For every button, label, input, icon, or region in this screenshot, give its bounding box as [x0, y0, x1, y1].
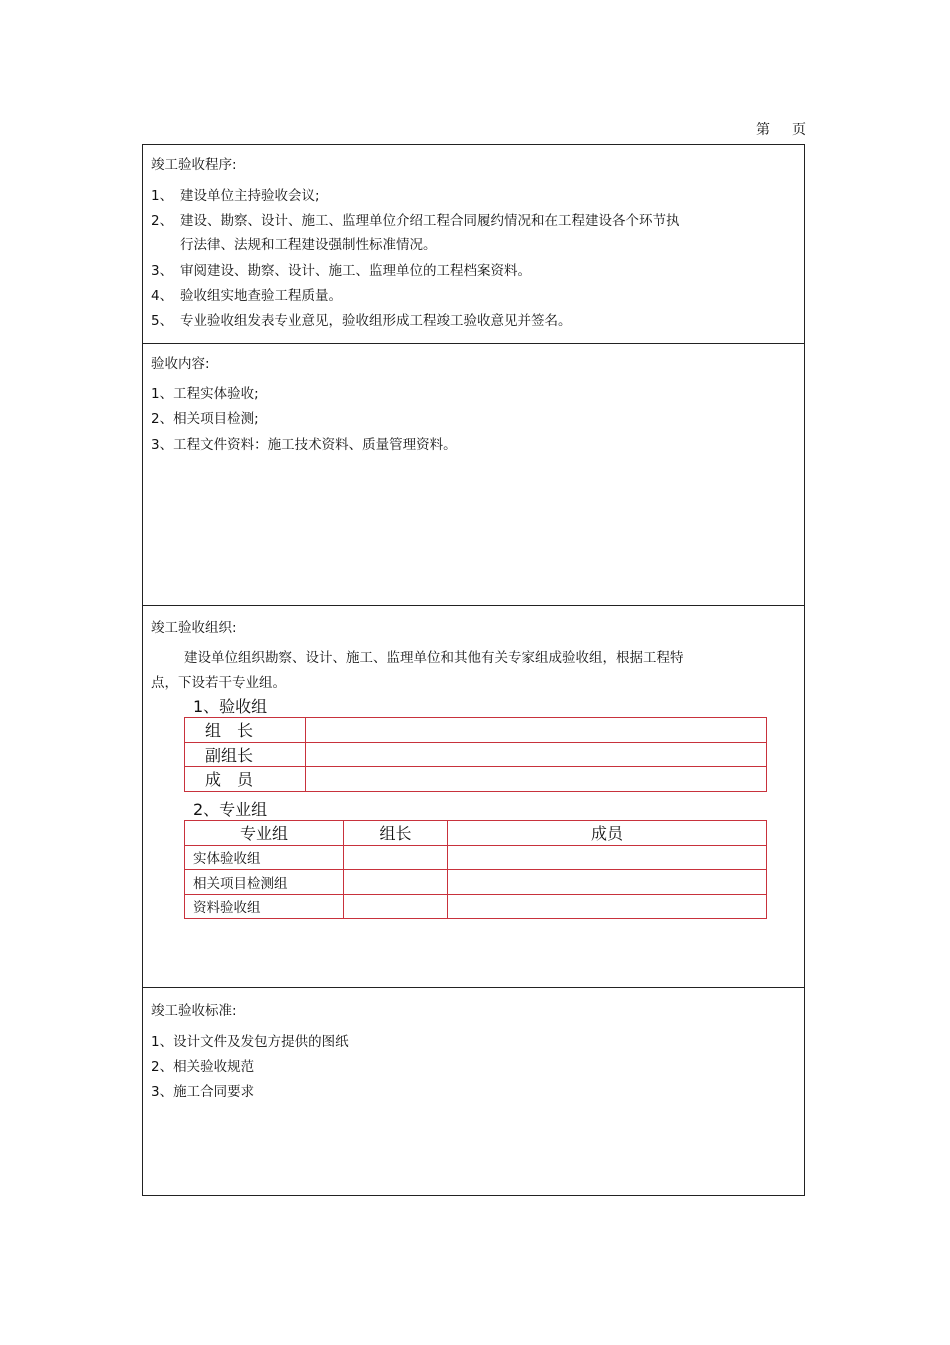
specialty-name-cell: 资料验收组: [185, 894, 344, 919]
acceptance-group-table: [184, 717, 767, 792]
members-value[interactable]: [306, 767, 767, 792]
specialty-members-cell[interactable]: [448, 845, 767, 870]
table-row: [185, 845, 767, 870]
specialty-leader-cell[interactable]: [344, 870, 448, 895]
column-header-specialty: 专业组: [185, 821, 344, 846]
procedure-title: 竣工验收程序:: [151, 157, 237, 173]
column-header-leader: 组长: [344, 821, 448, 846]
column-header-members: 成员: [448, 821, 767, 846]
organization-paragraph-line-2: 点，下设若干专业组。: [151, 675, 286, 691]
list-item-continuation: 行法律、法规和工程建设强制性标准情况。: [180, 237, 437, 253]
deputy-leader-value[interactable]: [306, 742, 767, 767]
group-leader-label: 组 长: [185, 718, 306, 743]
list-item: 3、 审阅建设、勘察、设计、施工、监理单位的工程档案资料。: [151, 263, 531, 279]
list-item: 3、施工合同要求: [151, 1084, 255, 1100]
standards-section: [143, 988, 804, 1197]
list-item: 2、 建设、勘察、设计、施工、监理单位介绍工程合同履约情况和在工程建设各个环节执: [151, 213, 680, 229]
table-row: [185, 742, 767, 767]
specialty-group-table: [184, 820, 767, 919]
specialty-members-cell[interactable]: [448, 894, 767, 919]
acceptance-group-heading: 1、验收组: [193, 697, 268, 716]
specialty-leader-cell[interactable]: [344, 894, 448, 919]
members-label: 成 员: [185, 767, 306, 792]
specialty-members-cell[interactable]: [448, 870, 767, 895]
specialty-leader-cell[interactable]: [344, 845, 448, 870]
list-item: 3、工程文件资料：施工技术资料、质量管理资料。: [151, 437, 457, 453]
group-leader-value[interactable]: [306, 718, 767, 743]
list-item: 1、设计文件及发包方提供的图纸: [151, 1034, 349, 1050]
list-item: 1、 建设单位主持验收会议;: [151, 188, 320, 204]
organization-title: 竣工验收组织:: [151, 620, 237, 636]
list-item: 2、相关验收规范: [151, 1059, 255, 1075]
table-header-row: [185, 821, 767, 846]
list-item: 5、 专业验收组发表专业意见，验收组形成工程竣工验收意见并签名。: [151, 313, 572, 329]
table-row: [185, 894, 767, 919]
page-number: [756, 119, 806, 139]
table-row: [185, 718, 767, 743]
content-section: [143, 344, 804, 606]
procedure-section: [143, 145, 804, 344]
specialty-name-cell: 实体验收组: [185, 845, 344, 870]
specialty-group-heading: 2、专业组: [193, 800, 268, 819]
page-label-left: 第: [756, 122, 770, 138]
content-title: 验收内容:: [151, 356, 210, 372]
page-label-right: 页: [792, 122, 806, 138]
organization-section: [143, 606, 804, 988]
list-item: 1、工程实体验收;: [151, 386, 259, 402]
standards-title: 竣工验收标准:: [151, 1003, 237, 1019]
organization-paragraph-line-1: 建设单位组织勘察、设计、施工、监理单位和其他有关专家组成验收组，根据工程特: [184, 650, 684, 666]
specialty-name-cell: 相关项目检测组: [185, 870, 344, 895]
deputy-leader-label: 副组长: [185, 742, 306, 767]
table-row: [185, 870, 767, 895]
table-row: [185, 767, 767, 792]
list-item: 4、 验收组实地查验工程质量。: [151, 288, 342, 304]
form-frame: [142, 144, 805, 1196]
list-item: 2、相关项目检测;: [151, 411, 259, 427]
